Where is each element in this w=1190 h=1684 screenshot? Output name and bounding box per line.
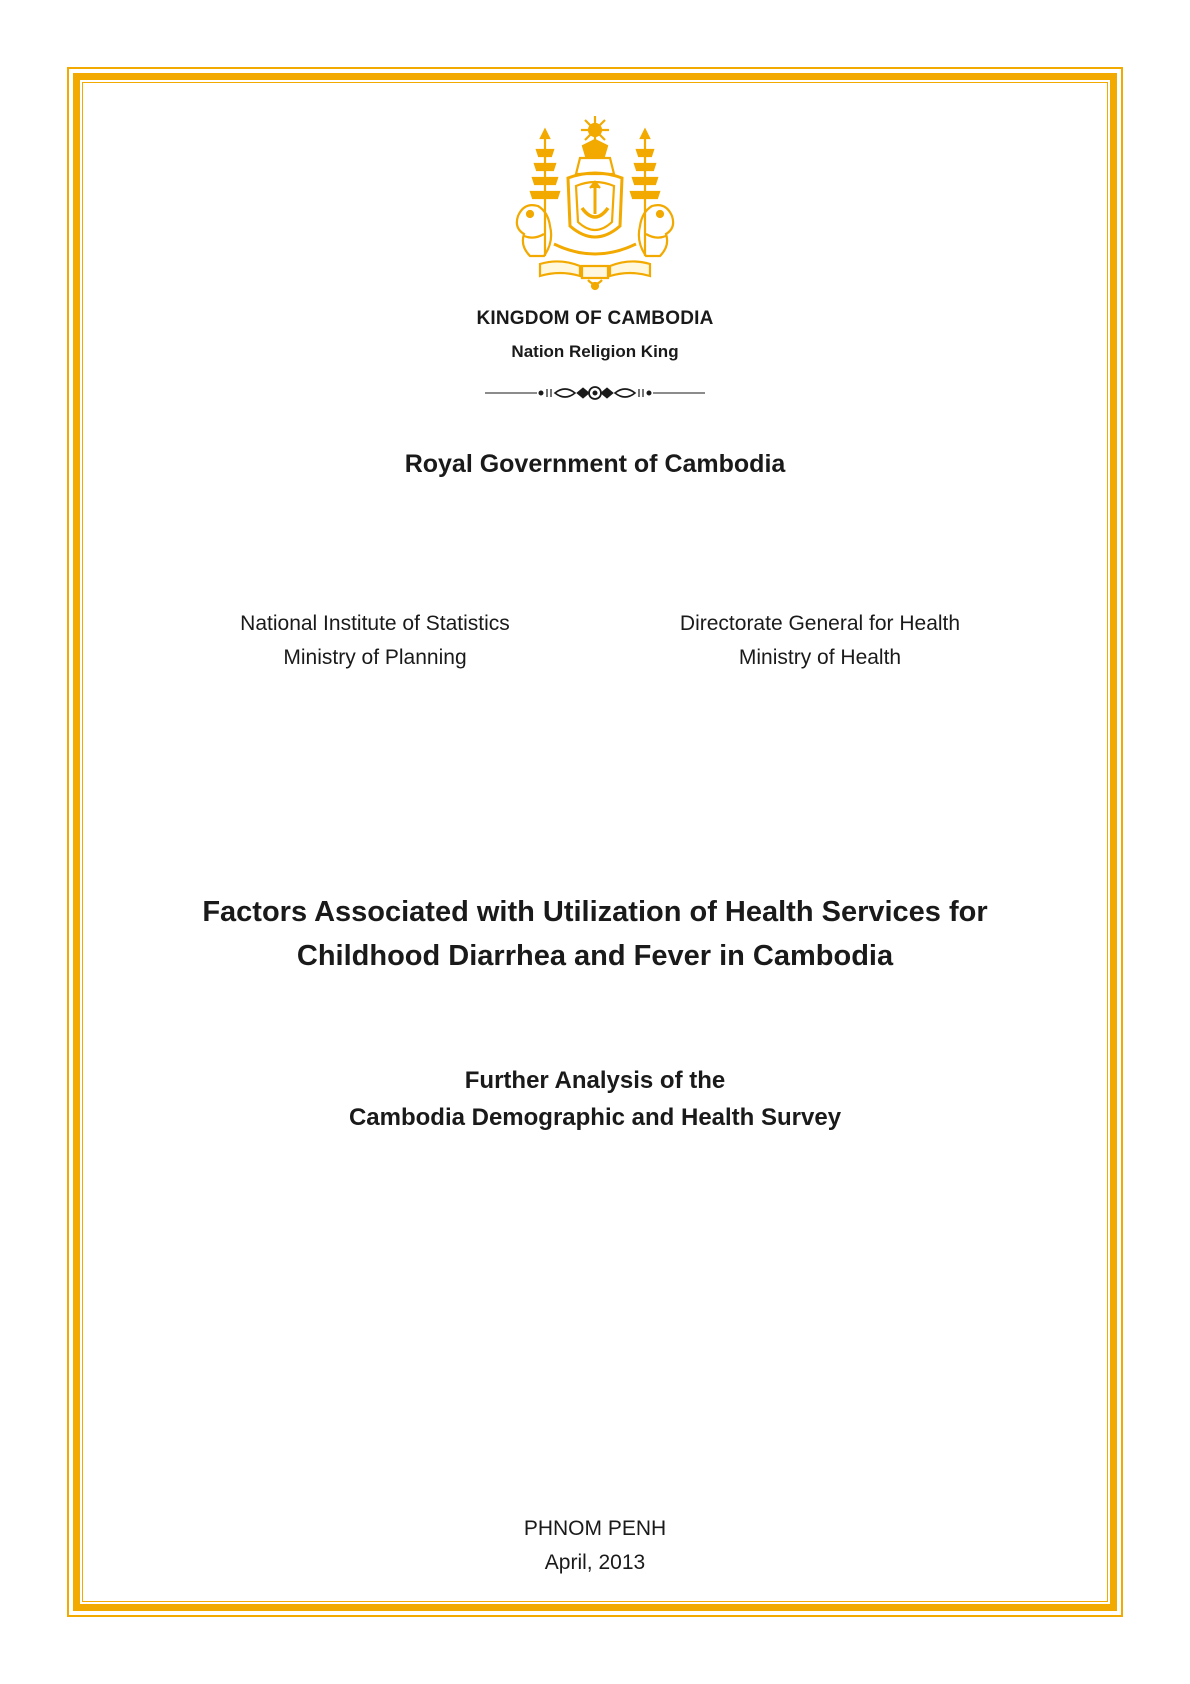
report-title-line: Childhood Diarrhea and Fever in Cambodia [296, 940, 894, 972]
decorative-divider-icon [485, 385, 705, 401]
agency-block-planning [165, 607, 585, 675]
kingdom-heading: KINGDOM OF CAMBODIA [476, 308, 714, 329]
report-subtitle [0, 1062, 1190, 1136]
national-motto: Nation Religion King [511, 342, 679, 361]
report-subtitle-line: Further Analysis of the [464, 1067, 726, 1094]
agency-ministry: Ministry of Planning [283, 646, 467, 669]
report-title [0, 890, 1190, 978]
agency-name: Directorate General for Health [679, 612, 961, 635]
agency-name: National Institute of Statistics [240, 612, 510, 635]
publication-place: PHNOM PENH [523, 1517, 667, 1540]
royal-coat-of-arms-icon [510, 116, 680, 294]
government-heading: Royal Government of Cambodia [404, 450, 786, 478]
report-subtitle-line: Cambodia Demographic and Health Survey [348, 1104, 842, 1131]
report-title-line: Factors Associated with Utilization of Health Services for [202, 896, 988, 928]
publication-date: April, 2013 [544, 1551, 646, 1574]
agency-ministry: Ministry of Health [738, 646, 902, 669]
agency-block-health [610, 607, 1030, 675]
publication-info [0, 1512, 1190, 1580]
